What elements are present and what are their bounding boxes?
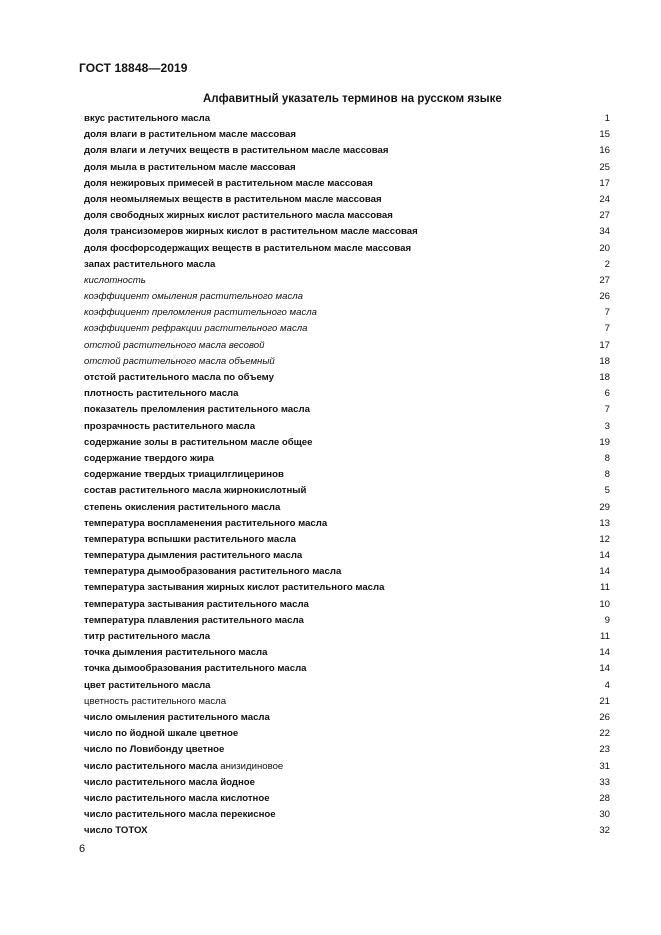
index-entry-term	[84, 273, 146, 289]
index-entry	[84, 289, 610, 305]
index-entry	[84, 208, 610, 224]
index-entry-term	[84, 192, 382, 208]
index-entry-page: 14	[599, 647, 610, 659]
index-entry-term-text: кислотность	[84, 274, 146, 286]
index-entry	[84, 192, 610, 208]
index-entry-term	[84, 597, 309, 613]
index-entry	[84, 775, 610, 791]
index-entry-page: 10	[599, 598, 610, 610]
index-entry-term-text: доля фосфорсодержащих веществ в растительном масле массовая	[84, 242, 412, 254]
index-entry-term	[84, 208, 393, 224]
index-entry-term-text: отстой растительного масла объемный	[84, 355, 275, 367]
index-entry	[84, 224, 610, 240]
index-entry-term	[84, 759, 283, 775]
index-entry-term	[84, 419, 255, 435]
index-entry-term	[84, 338, 264, 354]
index-entry	[84, 759, 610, 775]
index-entry	[84, 516, 610, 532]
index-entry-term	[84, 451, 214, 467]
index-entry	[84, 370, 610, 386]
index-entry-term-text: доля нежировых примесей в растительном масле массовая	[84, 177, 373, 189]
term-index-list	[84, 111, 610, 839]
index-entry-term	[84, 176, 373, 192]
index-entry-page: 3	[604, 420, 610, 432]
index-entry-page: 14	[599, 550, 610, 562]
index-entry-term	[84, 516, 327, 532]
index-entry	[84, 710, 610, 726]
index-entry	[84, 661, 610, 677]
index-entry-term	[84, 289, 303, 305]
index-entry-term-text: состав растительного масла жирнокислотный	[84, 485, 307, 497]
index-entry-page: 24	[599, 193, 610, 205]
index-entry-term-text: температура плавления растительного масла	[84, 614, 304, 626]
index-entry	[84, 273, 610, 289]
index-entry-page: 2	[604, 258, 610, 270]
index-entry	[84, 645, 610, 661]
index-entry-page: 17	[599, 339, 610, 351]
index-entry	[84, 402, 610, 418]
index-entry	[84, 694, 610, 710]
index-entry	[84, 613, 610, 629]
page-number: 6	[79, 843, 86, 855]
index-entry-page: 5	[604, 485, 610, 497]
index-entry-term	[84, 548, 302, 564]
index-entry-term-text: цветность растительного масла	[84, 695, 227, 707]
index-entry-term	[84, 645, 267, 661]
index-entry	[84, 629, 610, 645]
index-entry-term	[84, 775, 255, 791]
index-entry	[84, 127, 610, 143]
index-entry-term-text: доля влаги в растительном масле массовая	[84, 129, 296, 141]
index-entry-term-text: доля неомыляемых веществ в растительном масле массовая	[84, 193, 382, 205]
index-entry	[84, 823, 610, 839]
index-entry-term-text: доля мыла в растительном масле массовая	[84, 161, 296, 173]
index-entry-page: 12	[599, 533, 610, 545]
index-entry-page: 7	[604, 323, 610, 335]
index-entry-page: 28	[599, 792, 610, 804]
index-entry-page: 20	[599, 242, 610, 254]
index-entry	[84, 597, 610, 613]
index-entry-page: 34	[599, 226, 610, 238]
index-entry-page: 32	[599, 825, 610, 837]
index-entry-term	[84, 257, 215, 273]
index-entry-page: 26	[599, 711, 610, 723]
index-entry	[84, 321, 610, 337]
index-entry-page: 7	[604, 404, 610, 416]
index-entry-page: 11	[600, 582, 610, 594]
index-entry-term	[84, 629, 210, 645]
index-entry-term-text: вкус растительного масла	[84, 113, 211, 124]
index-entry	[84, 500, 610, 516]
index-entry	[84, 726, 610, 742]
index-entry-term-text: число по Ловибонду цветное	[84, 744, 225, 756]
index-entry-page: 6	[604, 388, 610, 400]
index-entry	[84, 111, 610, 127]
index-entry-page: 16	[599, 145, 610, 157]
index-entry-term-text: содержание золы в растительном масле общее	[84, 436, 313, 448]
index-entry-term	[84, 402, 310, 418]
index-entry-term	[84, 678, 211, 694]
index-entry-term	[84, 111, 210, 127]
index-entry-term-text: прозрачность растительного масла	[84, 420, 256, 432]
index-entry-term	[84, 143, 388, 159]
index-entry-page: 13	[599, 517, 610, 529]
index-entry-page: 4	[604, 679, 610, 691]
index-entry	[84, 564, 610, 580]
index-entry-term	[84, 791, 270, 807]
index-entry-term-text: коэффициент рефракции растительного масла	[84, 323, 308, 335]
index-entry-term-text: содержание твердого жира	[84, 452, 214, 464]
index-entry-term	[84, 483, 306, 499]
index-entry	[84, 354, 610, 370]
index-entry-page: 14	[599, 663, 610, 675]
index-entry	[84, 241, 610, 257]
index-entry-page: 31	[599, 760, 610, 772]
index-entry-term	[84, 354, 275, 370]
index-entry-page: 17	[599, 177, 610, 189]
index-entry	[84, 678, 610, 694]
index-entry-term-text: доля свободных жирных кислот растительного масла массовая	[84, 210, 393, 222]
index-entry-term	[84, 467, 284, 483]
index-entry-term-text: плотность растительного масла	[84, 388, 239, 400]
index-entry-term-text: температура застывания растительного масла	[84, 598, 309, 610]
index-entry-term-text: содержание твердых триацилглицеринов	[84, 469, 284, 481]
index-entry-term	[84, 305, 317, 321]
index-entry-term	[84, 694, 226, 710]
index-entry-term-suffix: анизидиновое	[220, 760, 284, 772]
index-entry-term-text: число ТОТОХ	[84, 825, 148, 837]
index-entry-term	[84, 435, 312, 451]
index-entry-term-text: число растительного масла	[84, 760, 218, 772]
index-entry-page: 9	[604, 614, 610, 626]
index-entry-page: 1	[604, 113, 610, 124]
index-entry-term	[84, 807, 276, 823]
index-entry-term-text: число растительного масла кислотное	[84, 792, 270, 804]
index-entry-term-text: точка дымообразования растительного масла	[84, 663, 307, 675]
index-entry-term-text: температура воспламенения растительного масла	[84, 517, 328, 529]
index-entry-term-text: степень окисления растительного масла	[84, 501, 281, 513]
index-entry-page: 33	[599, 776, 610, 788]
index-entry-page: 19	[599, 436, 610, 448]
index-entry-page: 18	[599, 372, 610, 383]
index-entry	[84, 791, 610, 807]
index-entry-page: 30	[599, 809, 610, 821]
index-entry-term	[84, 532, 296, 548]
index-entry	[84, 338, 610, 354]
index-entry	[84, 386, 610, 402]
index-entry	[84, 257, 610, 273]
index-entry-term-text: коэффициент омыления растительного масла	[84, 291, 304, 303]
index-entry	[84, 467, 610, 483]
index-entry-page: 8	[604, 469, 610, 481]
index-entry	[84, 742, 610, 758]
index-entry	[84, 419, 610, 435]
index-entry-term-text: точка дымления растительного масла	[84, 647, 268, 659]
index-entry-page: 27	[599, 210, 610, 222]
index-entry	[84, 807, 610, 823]
index-entry-page: 8	[604, 452, 610, 464]
index-entry-term-text: число по йодной шкале цветное	[84, 728, 239, 740]
index-entry-term	[84, 661, 307, 677]
index-entry	[84, 305, 610, 321]
index-entry	[84, 160, 610, 176]
index-entry-term	[84, 564, 341, 580]
index-entry-term	[84, 241, 411, 257]
index-entry-term-text: отстой растительного масла по объему	[84, 372, 274, 383]
index-entry-term	[84, 224, 418, 240]
index-entry-term	[84, 742, 224, 758]
index-entry-term-text: доля влаги и летучих веществ в растительном масле массовая	[84, 145, 389, 157]
index-entry-term-text: коэффициент преломления растительного масла	[84, 307, 317, 319]
index-entry	[84, 451, 610, 467]
index-entry-term	[84, 726, 238, 742]
index-entry-term-text: температура дымообразования растительного масла	[84, 566, 342, 578]
index-entry-page: 22	[599, 728, 610, 740]
index-entry-term-text: цвет растительного масла	[84, 679, 211, 691]
index-entry-page: 27	[599, 274, 610, 286]
index-entry	[84, 483, 610, 499]
index-entry-term-text: число растительного масла йодное	[84, 776, 255, 788]
index-entry-term-text: число растительного масла перекисное	[84, 809, 276, 821]
index-entry-term	[84, 127, 296, 143]
index-entry-term-text: температура вспышки растительного масла	[84, 533, 296, 545]
index-entry-term	[84, 823, 148, 839]
index-entry-term	[84, 386, 238, 402]
index-entry-term	[84, 321, 308, 337]
index-entry-term-text: отстой растительного масла весовой	[84, 339, 265, 351]
index-entry-term-text: температура застывания жирных кислот растительного масла	[84, 582, 385, 594]
index-entry	[84, 580, 610, 596]
index-entry-page: 18	[599, 355, 610, 367]
index-entry-term-text: доля трансизомеров жирных кислот в растительном масле массовая	[84, 226, 418, 238]
index-entry-page: 11	[600, 631, 610, 642]
index-entry-term-text: число омыления растительного масла	[84, 711, 270, 723]
index-entry	[84, 176, 610, 192]
index-entry-term	[84, 500, 280, 516]
document-code: ГОСТ 18848—2019	[79, 61, 188, 75]
index-entry-term	[84, 580, 384, 596]
index-entry-term-text: титр растительного масла	[84, 631, 211, 642]
index-entry	[84, 435, 610, 451]
index-entry	[84, 143, 610, 159]
index-entry-term-text: показатель преломления растительного масла	[84, 404, 310, 416]
index-entry-term-text: температура дымления растительного масла	[84, 550, 303, 562]
index-entry	[84, 532, 610, 548]
index-entry-page: 29	[599, 501, 610, 513]
index-entry-page: 15	[599, 129, 610, 141]
index-entry-page: 21	[599, 695, 610, 707]
index-entry-term	[84, 613, 304, 629]
index-entry-term	[84, 160, 296, 176]
index-entry-term	[84, 710, 270, 726]
index-entry-page: 23	[599, 744, 610, 756]
index-title: Алфавитный указатель терминов на русском языке	[203, 93, 502, 105]
index-entry-page: 7	[604, 307, 610, 319]
index-entry-page: 26	[599, 291, 610, 303]
index-entry-term-text: запах растительного масла	[84, 258, 216, 270]
index-entry-term	[84, 370, 274, 386]
index-entry	[84, 548, 610, 564]
index-entry-page: 14	[599, 566, 610, 578]
index-entry-page: 25	[599, 161, 610, 173]
